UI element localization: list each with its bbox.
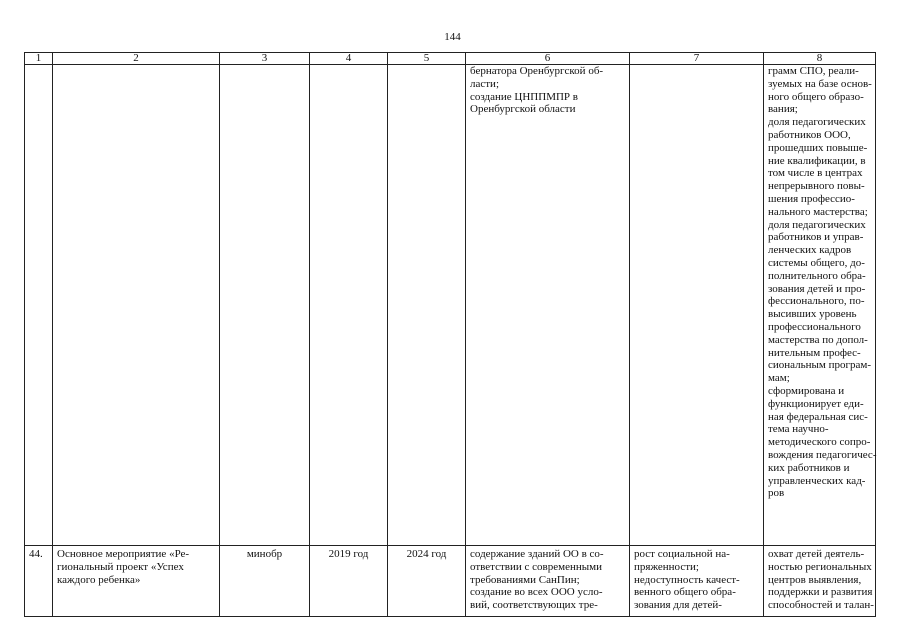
text-line: каждого ребенка» <box>57 573 141 586</box>
header-cell: 1 <box>25 53 53 65</box>
text-line: ностью региональных <box>768 560 872 573</box>
header-cell: 2 <box>53 53 220 65</box>
text-line: недоступность качест- <box>634 573 740 586</box>
indicator-cell <box>764 65 876 546</box>
header-cell: 8 <box>764 53 876 65</box>
text-line: вождения педагогичес- <box>768 448 877 461</box>
text-line: создание во всех ООО усло- <box>470 586 603 599</box>
text-line: вания; <box>768 103 798 116</box>
text-line: способностей и талан- <box>768 599 874 612</box>
text-line: шения профессио- <box>768 192 855 205</box>
text-line: работников ООО, <box>768 128 851 141</box>
event-name-cell <box>53 65 220 546</box>
text-line: бернатора Оренбургской об- <box>470 65 604 77</box>
text-line: зования детей и про- <box>768 282 866 295</box>
text-line: системы общего, до- <box>768 256 865 269</box>
start-year-cell: 2019 год <box>310 546 388 617</box>
text-line: доля педагогических <box>768 116 866 129</box>
text-line: грамм СПО, реали- <box>768 65 859 77</box>
text-line: мастерства по допол- <box>768 333 868 346</box>
text-line: поддержки и развития <box>768 586 873 599</box>
result-cell <box>466 65 630 546</box>
text-line: ная федеральная сис- <box>768 410 868 423</box>
text-line: фессионального, по- <box>768 295 865 308</box>
row-number-cell: 44. <box>25 546 53 617</box>
text-line: профессионального <box>768 320 861 333</box>
indicator-cell <box>764 546 876 617</box>
document-table <box>24 52 876 617</box>
text-line: ответствии с современными <box>470 560 602 573</box>
text-line: зуемых на базе основ- <box>768 77 872 90</box>
text-line: высивших уровень <box>768 308 857 321</box>
text-line: создание ЦНППМПР в <box>470 90 578 103</box>
header-cell: 7 <box>630 53 764 65</box>
text-line: ленческих кадров <box>768 244 852 257</box>
text-line: ких работников и <box>768 461 850 474</box>
text-line: охват детей деятель- <box>768 548 865 560</box>
text-line: пряженности; <box>634 560 699 573</box>
text-line: полнительного обра- <box>768 269 866 282</box>
table-row <box>25 65 876 546</box>
text-line: том числе в центрах <box>768 167 863 180</box>
result-cell <box>466 546 630 617</box>
table-header-row <box>25 53 876 65</box>
row-number-cell <box>25 65 53 546</box>
table-row <box>25 546 876 617</box>
text-line: венного общего обра- <box>634 586 736 599</box>
text-line: ласти; <box>470 77 500 90</box>
consequence-cell <box>630 65 764 546</box>
text-line: вий, соответствующих тре- <box>470 599 598 612</box>
end-year-cell <box>388 65 466 546</box>
text-line: управленческих кад- <box>768 474 866 487</box>
text-line: требованиями СанПин; <box>470 573 580 586</box>
end-year-cell: 2024 год <box>388 546 466 617</box>
text-line: сиональным програм- <box>768 359 872 372</box>
text-line: сформирована и <box>768 384 845 397</box>
text-line: работников и управ- <box>768 231 864 244</box>
executor-cell <box>220 65 310 546</box>
text-line: доля педагогических <box>768 218 866 231</box>
text-line: ров <box>768 487 785 500</box>
text-line: зования для детей- <box>634 599 722 612</box>
text-line: Основное мероприятие «Ре- <box>57 548 190 560</box>
page-number: 144 <box>444 31 461 43</box>
text-line: ние квалификации, в <box>768 154 866 167</box>
text-line: методического сопро- <box>768 436 871 449</box>
text-line: нального мастерства; <box>768 205 868 218</box>
header-cell: 5 <box>388 53 466 65</box>
header-cell: 3 <box>220 53 310 65</box>
text-line: центров выявления, <box>768 573 862 586</box>
text-line: Оренбургской области <box>470 103 576 116</box>
event-name-cell <box>53 546 220 617</box>
text-line: гиональный проект «Успех <box>57 560 184 573</box>
start-year-cell <box>310 65 388 546</box>
text-line: рост социальной на- <box>634 548 730 560</box>
text-line: нительным профес- <box>768 346 861 359</box>
executor-cell: минобр <box>220 546 310 617</box>
text-line: мам; <box>768 372 790 385</box>
text-line: прошедших повыше- <box>768 141 868 154</box>
header-cell: 6 <box>466 53 630 65</box>
text-line: содержание зданий ОО в со- <box>470 548 604 560</box>
text-line: непрерывного повы- <box>768 180 865 193</box>
text-line: функционирует еди- <box>768 397 864 410</box>
text-line: ного общего образо- <box>768 90 864 103</box>
text-line: тема научно- <box>768 423 829 436</box>
header-cell: 4 <box>310 53 388 65</box>
consequence-cell <box>630 546 764 617</box>
